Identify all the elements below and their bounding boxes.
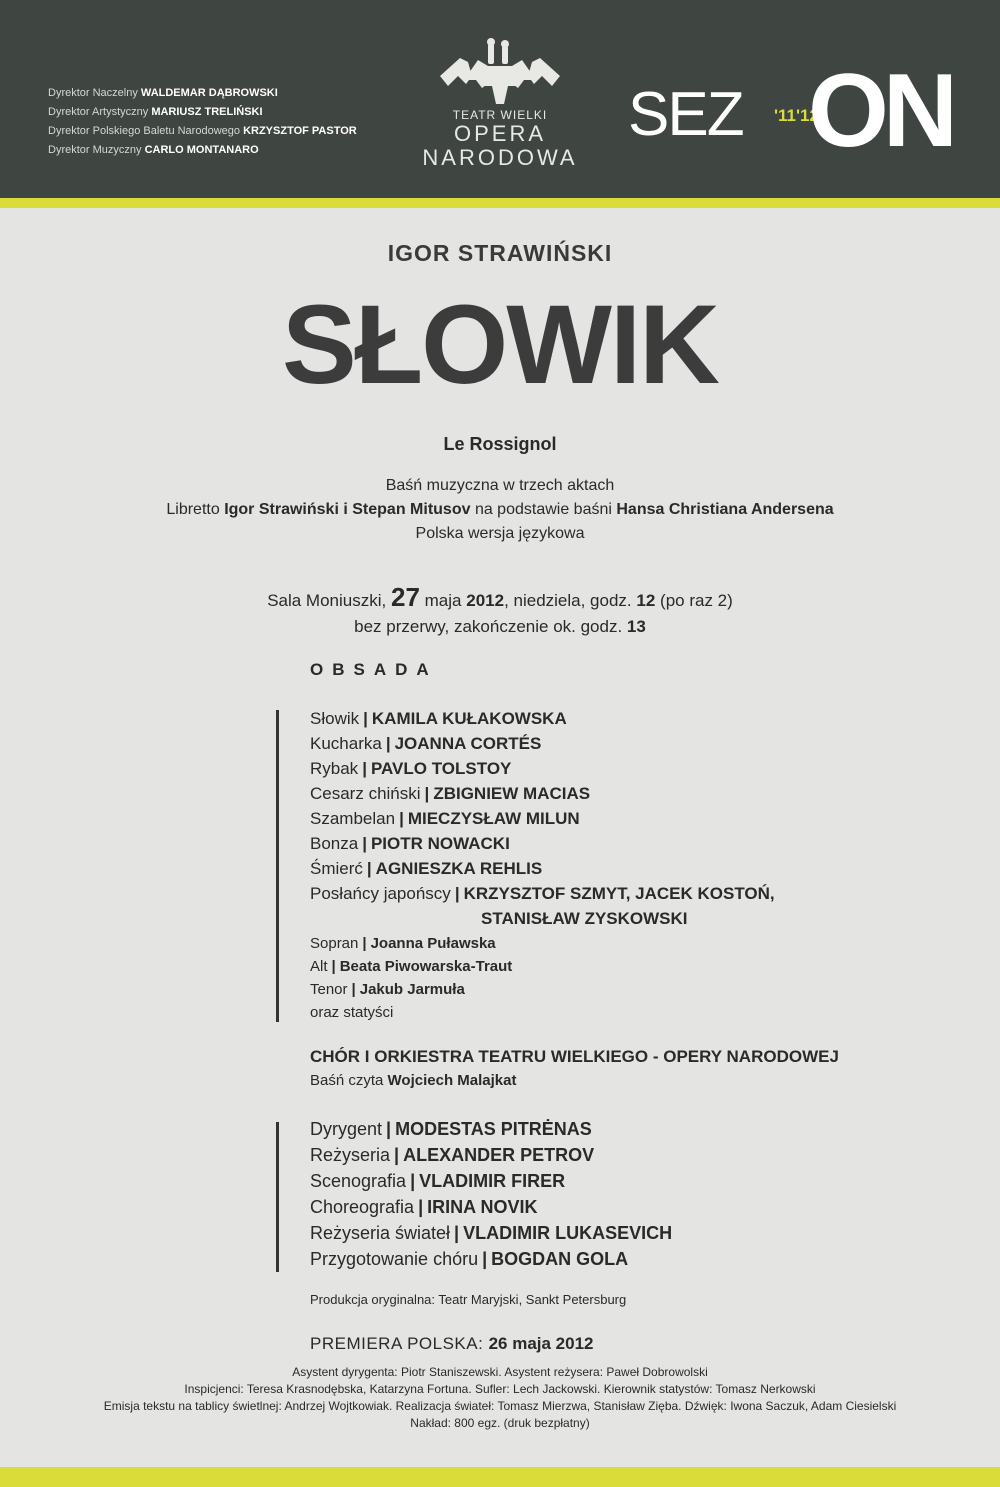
director-line: Dyrektor Polskiego Baletu Narodowego KRZYSZTOF PASTOR <box>48 125 357 137</box>
credit-line: Nakład: 800 egz. (druk bezpłatny) <box>410 1416 590 1430</box>
performance-date: Sala Moniuszki, 27 maja 2012, niedziela, godz. 12 (po raz 2) <box>267 582 733 612</box>
cast-row: Tenor | Jakub Jarmuła <box>310 981 465 998</box>
page-title: SŁOWIK <box>282 282 718 407</box>
cast-heading: OBSADA <box>310 660 438 679</box>
cast-row: Słowik | KAMILA KUŁAKOWSKA <box>310 709 567 728</box>
logo-line-1: TEATR WIELKI <box>452 108 548 122</box>
season-years: '11'12 <box>774 106 819 125</box>
work-description <box>0 474 1000 546</box>
extras: oraz statyści <box>310 1004 394 1021</box>
director-line: Dyrektor Muzyczny CARLO MONTANARO <box>48 144 259 156</box>
header-band <box>0 0 1000 198</box>
crew-row: Scenografia | VLADIMIR FIRER <box>310 1171 566 1191</box>
composer: IGOR STRAWIŃSKI <box>387 240 613 266</box>
version: Polska wersja językowa <box>415 525 585 542</box>
cast-row: Sopran | Joanna Puławska <box>310 935 496 952</box>
season-prefix: SEZ <box>628 80 743 149</box>
crew-row: Reżyseria świateł | VLADIMIR LUKASEVICH <box>310 1223 673 1243</box>
cast-minor-list <box>310 932 512 1024</box>
crew-row: Dyrygent | MODESTAS PITRĖNAS <box>310 1119 592 1139</box>
original-title: Le Rossignol <box>443 434 557 454</box>
narrator: Baśń czyta Wojciech Malajkat <box>310 1072 517 1089</box>
credit-line: Asystent dyrygenta: Piotr Staniszewski. Asystent reżysera: Paweł Dobrowolski <box>292 1365 708 1379</box>
cast-row: Posłańcy japońscy | KRZYSZTOF SZMYT, JACEK KOSTOŃ, <box>310 884 775 903</box>
quadriga-icon <box>430 36 570 106</box>
cast-row: Cesarz chiński | ZBIGNIEW MACIAS <box>310 784 591 803</box>
crew-row: Reżyseria | ALEXANDER PETROV <box>310 1145 595 1165</box>
crew-row: Choreografia | IRINA NOVIK <box>310 1197 538 1217</box>
performance-end: bez przerwy, zakończenie ok. godz. 13 <box>354 617 646 636</box>
choir-orchestra: CHÓR I ORKIESTRA TEATRU WIELKIEGO - OPERY NARODOWEJ <box>310 1047 839 1066</box>
crew-row: Przygotowanie chóru | BOGDAN GOLA <box>310 1249 629 1269</box>
cast-row: Kucharka | JOANNA CORTÉS <box>310 734 542 753</box>
credits <box>0 1364 1000 1432</box>
cast-list <box>310 706 775 931</box>
cast-row: Rybak | PAVLO TOLSTOY <box>310 759 512 778</box>
libretto-line: Libretto Igor Strawiński i Stepan Mitusov na podstawie baśni Hansa Christiana Andersena <box>166 501 834 518</box>
cast-row: Alt | Beata Piwowarska-Traut <box>310 958 513 975</box>
logo-line-2: OPERA <box>453 121 547 146</box>
cast-row-continued: STANISŁAW ZYSKOWSKI <box>481 909 688 928</box>
director-line: Dyrektor Naczelny WALDEMAR DĄBROWSKI <box>48 87 278 99</box>
accent-stripe-top <box>0 198 1000 208</box>
cast-divider <box>276 710 279 1022</box>
performance-info <box>0 584 1000 640</box>
premiere: PREMIERA POLSKA: 26 maja 2012 <box>310 1334 594 1353</box>
genre: Baśń muzyczna w trzech aktach <box>385 477 615 494</box>
season-suffix: ON <box>808 53 952 169</box>
cast-row: Bonza | PIOTR NOWACKI <box>310 834 510 853</box>
directors-list <box>48 84 357 160</box>
season-logo <box>628 50 958 170</box>
director-line: Dyrektor Artystyczny MARIUSZ TRELIŃSKI <box>48 106 263 118</box>
credit-line: Inspicjenci: Teresa Krasnodębska, Katarzyna Fortuna. Sufler: Lech Jackowski. Kierownik statystów: Tomasz Nerkowski <box>184 1382 816 1396</box>
crew-divider <box>276 1122 279 1272</box>
crew-list <box>310 1116 672 1272</box>
opera-logo <box>420 36 580 170</box>
logo-line-3: NARODOWA <box>422 145 578 170</box>
accent-stripe-bottom <box>0 1467 1000 1487</box>
original-production: Produkcja oryginalna: Teatr Maryjski, Sankt Petersburg <box>310 1292 627 1307</box>
cast-row: Śmierć | AGNIESZKA REHLIS <box>310 859 543 878</box>
cast-row: Szambelan | MIECZYSŁAW MILUN <box>310 809 580 828</box>
credit-line: Emisja tekstu na tablicy świetlnej: Andrzej Wojtkowiak. Realizacja świateł: Tomasz Mierzwa, Stanisław Zięba. Dźwięk: Iwona Saczuk, Adam Ciesielski <box>103 1399 897 1413</box>
